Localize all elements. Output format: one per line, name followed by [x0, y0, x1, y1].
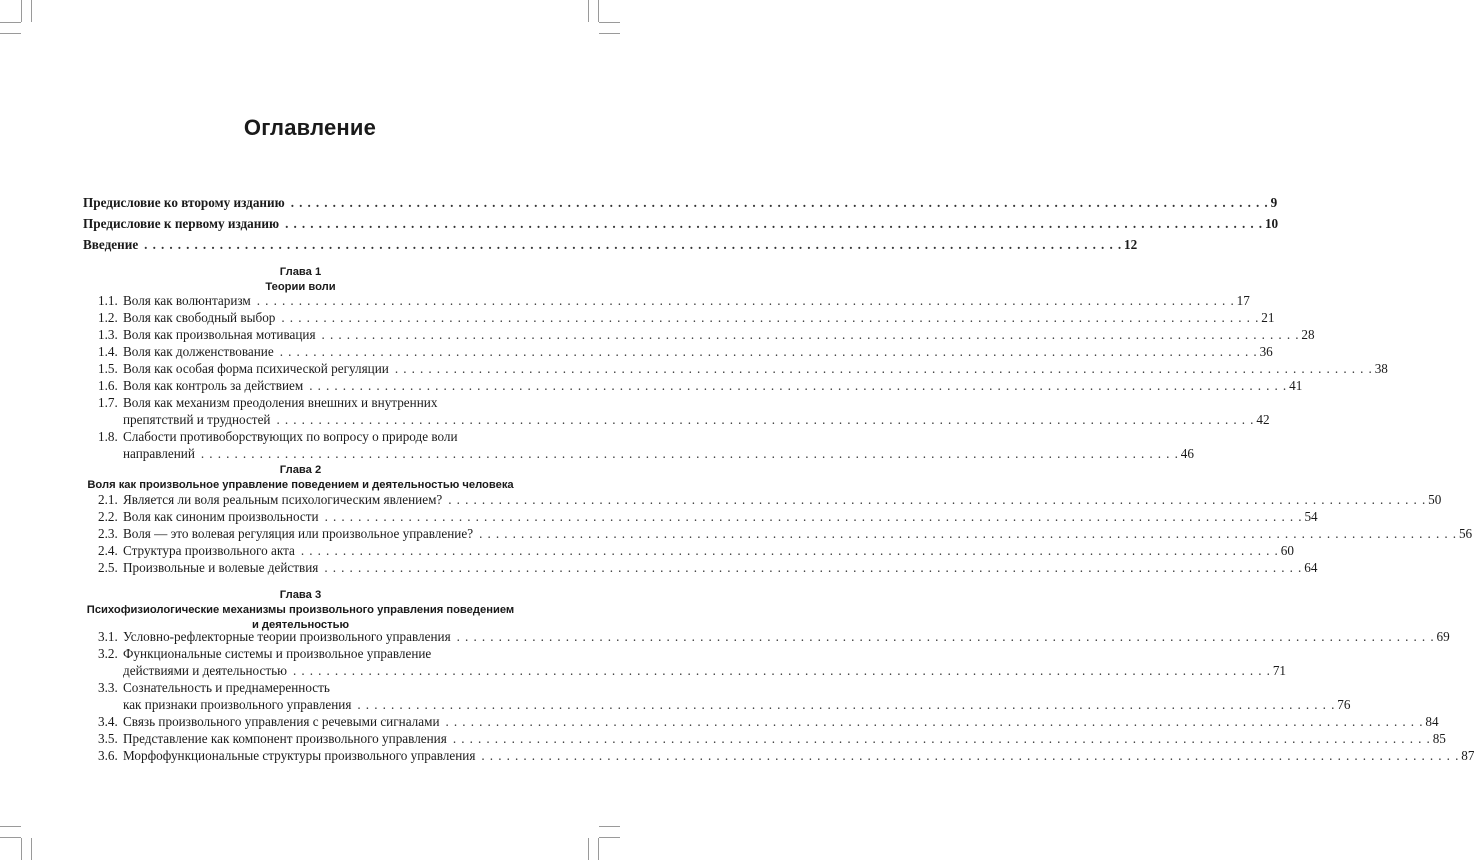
entry-title: Морфофункциональные структуры произвольного управления	[123, 748, 476, 763]
crop-mark	[599, 33, 620, 34]
leader-dots	[144, 234, 1122, 255]
toc-entry[interactable]	[83, 559, 1318, 576]
entry-title: Представление как компонент произвольного управления	[123, 731, 447, 746]
leader-dots	[481, 747, 1459, 764]
page-number: 54	[1304, 509, 1318, 524]
toc-entry[interactable]	[83, 628, 1450, 645]
leader-dots	[479, 525, 1457, 542]
entry-title-line1: Слабости противоборствующих по вопросу о природе воли	[123, 429, 458, 444]
leader-dots	[448, 491, 1426, 508]
section-number: 2.2.	[98, 509, 118, 524]
section-number: 2.5.	[98, 560, 118, 575]
chapter-title: Теории воли	[265, 281, 336, 293]
page-number: 84	[1425, 714, 1439, 729]
entry-title: Воля — это волевая регуляция или произвольное управление?	[123, 526, 474, 541]
front-matter	[83, 192, 1279, 255]
chapter-label: Глава 2	[279, 464, 322, 476]
page-number: 12	[1124, 237, 1138, 252]
entry-title: Воля как особая форма психической регуляции	[123, 361, 389, 376]
toc-entry[interactable]	[83, 491, 1442, 508]
leader-dots	[453, 730, 1431, 747]
section-number: 1.4.	[98, 344, 118, 359]
crop-mark	[599, 22, 620, 23]
chapter-3-sections	[83, 628, 1474, 764]
section-number: 3.4.	[98, 714, 118, 729]
section-number: 2.4.	[98, 543, 118, 558]
entry-title: Является ли воля реальным психологическим явлением?	[123, 492, 443, 507]
crop-mark	[598, 838, 599, 860]
chapter-title: Воля как произвольное управление поведением и деятельностью человека	[87, 479, 514, 491]
page-number: 41	[1289, 378, 1303, 393]
entry-title: Воля как свободный выбор	[123, 310, 276, 325]
entry-title: препятствий и трудностей	[123, 412, 271, 427]
entry-title: Связь произвольного управления с речевыми сигналами	[123, 714, 440, 729]
leader-dots	[301, 542, 1279, 559]
toc-entry[interactable]	[83, 542, 1294, 559]
entry-title: Воля как синоним произвольности	[123, 509, 319, 524]
page-number: 36	[1259, 344, 1273, 359]
toc-entry[interactable]	[83, 525, 1473, 542]
section-number: 3.5.	[98, 731, 118, 746]
crop-mark	[599, 826, 620, 827]
page-number: 87	[1461, 748, 1474, 763]
crop-mark	[588, 0, 589, 22]
page-number: 56	[1458, 526, 1473, 541]
entry-title: Воля как долженствование	[123, 344, 274, 359]
leader-dots	[309, 377, 1287, 394]
toc-entry[interactable]	[83, 360, 1388, 377]
toc-entry[interactable]	[83, 747, 1474, 764]
toc-entry[interactable]	[83, 192, 1278, 213]
leader-dots	[325, 508, 1303, 525]
leader-dots	[257, 292, 1235, 309]
section-number: 3.3.	[98, 680, 118, 695]
entry-title: Произвольные и волевые действия	[123, 560, 319, 575]
crop-mark	[31, 838, 32, 860]
page-number: 46	[1180, 446, 1194, 461]
section-number: 3.6.	[98, 748, 118, 763]
page-number: 9	[1270, 195, 1278, 210]
crop-mark	[598, 0, 599, 22]
page-number: 69	[1436, 629, 1450, 644]
chapter-title-line2: и деятельностью	[251, 619, 350, 631]
leader-dots	[395, 360, 1373, 377]
toc-entry[interactable]	[83, 428, 1194, 462]
page-number: 17	[1236, 293, 1250, 308]
section-number: 1.3.	[98, 327, 118, 342]
toc-entry[interactable]	[83, 713, 1439, 730]
page-number: 76	[1337, 697, 1351, 712]
entry-title: Воля как контроль за действием	[123, 378, 304, 393]
crop-mark	[0, 33, 21, 34]
crop-mark	[599, 837, 620, 838]
page-number: 42	[1256, 412, 1270, 427]
page-number: 28	[1301, 327, 1315, 342]
entry-title: как признаки произвольного управления	[123, 697, 352, 712]
toc-entry[interactable]	[83, 394, 1270, 428]
chapter-title-line1: Психофизиологические механизмы произвольного управления поведением	[86, 604, 515, 616]
page-number: 71	[1272, 663, 1287, 678]
chapter-heading	[83, 463, 518, 493]
entry-title: действиями и деятельностью	[123, 663, 287, 678]
toc-entry[interactable]	[83, 343, 1273, 360]
entry-title: Предисловие к первому изданию	[83, 216, 280, 231]
entry-title: Структура произвольного акта	[123, 543, 295, 558]
leader-dots	[322, 326, 1300, 343]
toc-entry[interactable]	[83, 730, 1446, 747]
toc-entry[interactable]	[83, 309, 1275, 326]
leader-dots	[281, 309, 1259, 326]
section-number: 1.1.	[98, 293, 118, 308]
entry-title: Воля как произвольная мотивация	[123, 327, 316, 342]
entry-title: Предисловие ко второму изданию	[83, 195, 285, 210]
chapter-label: Глава 1	[279, 266, 322, 278]
entry-title-line1: Воля как механизм преодоления внешних и внутренних	[123, 395, 438, 410]
toc-entry[interactable]	[83, 377, 1303, 394]
page-title: Оглавление	[243, 115, 377, 140]
crop-mark	[21, 838, 22, 860]
leader-dots	[446, 713, 1424, 730]
crop-mark	[31, 0, 32, 22]
toc-entry[interactable]	[83, 234, 1138, 255]
crop-mark	[0, 22, 21, 23]
page-number: 60	[1280, 543, 1294, 558]
leader-dots	[276, 411, 1254, 428]
section-number: 1.2.	[98, 310, 118, 325]
section-number: 1.5.	[98, 361, 118, 376]
page-number: 38	[1374, 361, 1388, 376]
entry-title: Воля как волюнтаризм	[123, 293, 251, 308]
entry-title: Введение	[83, 237, 139, 252]
chapter-label: Глава 3	[279, 589, 322, 601]
crop-mark	[588, 838, 589, 860]
toc-entry[interactable]	[83, 292, 1250, 309]
leader-dots	[280, 343, 1258, 360]
chapter-heading	[83, 588, 518, 633]
section-number: 1.6.	[98, 378, 118, 393]
entry-title-line1: Функциональные системы и произвольное управление	[123, 646, 432, 661]
entry-title-line1: Сознательность и преднамеренность	[123, 680, 330, 695]
toc-entry[interactable]	[83, 326, 1315, 343]
toc-entry[interactable]	[83, 213, 1279, 234]
section-number: 3.2.	[98, 646, 118, 661]
section-number: 2.1.	[98, 492, 118, 507]
page-number: 85	[1432, 731, 1446, 746]
chapter-1-sections	[83, 292, 1388, 462]
crop-mark	[0, 826, 21, 827]
leader-dots	[357, 696, 1335, 713]
toc-entry[interactable]	[83, 508, 1318, 525]
crop-mark	[21, 0, 22, 22]
page-number: 21	[1261, 310, 1275, 325]
leader-dots	[324, 559, 1302, 576]
section-number: 3.1.	[98, 629, 118, 644]
toc-entry[interactable]	[83, 679, 1351, 713]
leader-dots	[293, 662, 1271, 679]
entry-title: направлений	[123, 446, 195, 461]
entry-title: Условно-рефлекторные теории произвольного управления	[123, 629, 451, 644]
leader-dots	[201, 445, 1179, 462]
page-number: 10	[1264, 216, 1279, 231]
leader-dots	[457, 628, 1435, 645]
page-number: 64	[1304, 560, 1318, 575]
crop-mark	[0, 837, 21, 838]
chapter-heading	[83, 265, 518, 295]
page-number: 50	[1428, 492, 1442, 507]
leader-dots	[285, 213, 1263, 234]
chapter-2-sections	[83, 491, 1473, 576]
section-number: 2.3.	[98, 526, 118, 541]
section-number: 1.8.	[98, 429, 118, 444]
section-number: 1.7.	[98, 395, 118, 410]
toc-entry[interactable]	[83, 645, 1287, 679]
leader-dots	[291, 192, 1269, 213]
